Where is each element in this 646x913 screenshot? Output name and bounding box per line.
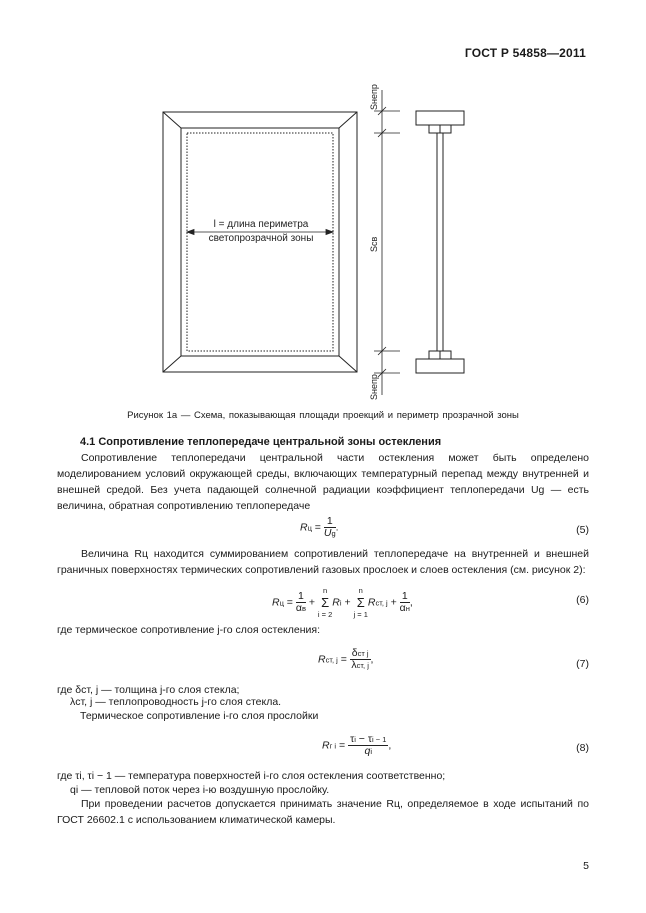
paragraph-1: Сопротивление теплопередачи центральной части остекления может быть определено моделированием условий окружающей среды, включающих температурный перепад между внутренней и внешней средой. Без учета падающей солнечной радиации коэффициент теплопередачи Ug — есть величина, обратная сопротивлению теплопередаче	[57, 452, 589, 512]
paragraph-5: При проведении расчетов допускается принимать значение Rц, определяемое в ходе испытаний по ГОСТ 26602.1 с использованием климатической камеры.	[57, 798, 589, 826]
equation-6: Rц = $\frac{1}{\alpha в}$ + n Σ i = 2 Ri + n Σ j = 1 Rст, j + $\frac{1}{\alpha н}$ ,	[272, 586, 413, 619]
equation-8-number: (8)	[576, 742, 589, 754]
window-frame-diagram	[0, 0, 646, 410]
profile-bottom	[416, 359, 464, 373]
equation-7-number: (7)	[576, 658, 589, 670]
definition-tau: где τi, τi − 1 — температура поверхностей i-го слоя остекления соответственно;	[57, 770, 446, 782]
figure-caption: Рисунок 1а — Схема, показывающая площади проекций и периметр прозрачной зоны	[127, 410, 519, 421]
definition-q: qi — тепловой поток через i-ю воздушную прослойку.	[70, 784, 330, 796]
equation-5-number: (5)	[576, 524, 589, 536]
equation-6-number: (6)	[576, 594, 589, 606]
equation-5: Rц = $\frac{1}{Ug}$ .	[300, 515, 339, 539]
page-number: 5	[583, 860, 589, 872]
paragraph-2: Величина Rц находится суммированием сопротивлений теплопередаче на внутренней и внешней граничных поверхностях термических сопротивлений газовых прослоек и слоев остекления (см. рисунок 2):	[57, 548, 589, 576]
paragraph-4: Термическое сопротивление i-го слоя прослойки	[80, 710, 319, 722]
perimeter-label-line1: l = длина периметра	[213, 219, 309, 230]
definition-lambda: λст, j — теплопроводность j-го слоя стекла.	[70, 696, 282, 708]
document-header: ГОСТ Р 54858—2011	[464, 46, 586, 60]
definition-delta: где δст, j — толщина j-го слоя стекла;	[57, 684, 240, 696]
perimeter-label-line2: светопрозрачной зоны	[208, 233, 314, 244]
section-heading: 4.1 Сопротивление теплопередаче центральной зоны остекления	[80, 436, 442, 448]
paragraph-3: где термическое сопротивление j-го слоя остекления:	[57, 624, 320, 636]
dim-label-bottom: Sнепр	[369, 374, 379, 400]
equation-8: Rг i = $\frac{\tau i - \tau i - 1}{qi}$ ,	[322, 733, 392, 757]
equation-7: Rст, j = $\frac{\text{δст j}}{\text{λст, j}}$ ,	[318, 647, 374, 671]
dim-label-top: Sнепр	[369, 84, 379, 110]
dim-label-center: Sсв	[369, 236, 379, 252]
profile-top	[416, 111, 464, 125]
